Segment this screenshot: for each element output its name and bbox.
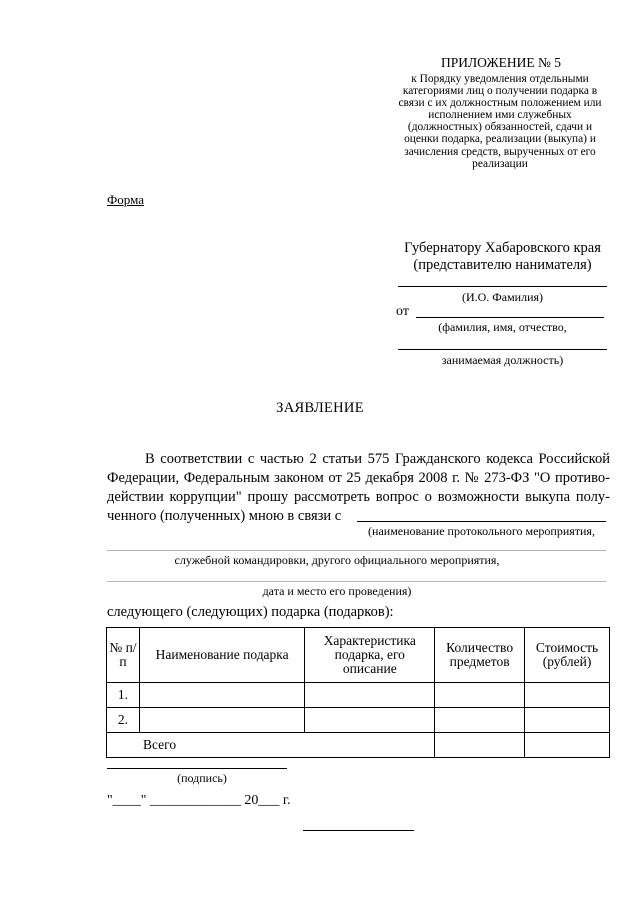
- addressee-block: [395, 240, 610, 274]
- gifts-intro: следующего (следующих) подарка (подарков):: [107, 604, 394, 620]
- signature-caption: (подпись): [177, 771, 227, 785]
- table-cell: [139, 708, 305, 733]
- event-caption: (наименование протокольного мероприятия,: [368, 524, 595, 538]
- table-cell: 1.: [107, 683, 140, 708]
- table-cell: [435, 683, 525, 708]
- column-header: Стоимость (рублей): [525, 628, 610, 683]
- appendix-description: к Порядку уведомления отдельными категориями лиц о получении подарка в связи с их должностным положением или исполнением ими служебных (должностных) обязанностей, сдачи и оценки подарка, реализации (выкупа) и зачисления средств, вырученных от его реализации: [398, 73, 602, 170]
- table-cell: [525, 733, 610, 758]
- gifts-table: [106, 627, 610, 758]
- column-header: Количество предметов: [435, 628, 525, 683]
- statement-text: В соответствии с частью 2 статьи 575 Гражданского кодекса Российской Федерации, Федеральным законом от 25 декабря 2008 г. № 273-ФЗ "О противо-действии коррупции" прошу рассмотреть вопрос о возможности выкупа полу-ченного (полученных) мною в связи с: [107, 451, 610, 524]
- date-line: "____" _____________ 20___ г.: [107, 793, 291, 808]
- column-header: Наименование подарка: [139, 628, 305, 683]
- appendix-number: ПРИЛОЖЕНИЕ № 5: [440, 55, 562, 70]
- table-cell: [435, 733, 525, 758]
- event-fill-line-2: [107, 550, 606, 551]
- document-title: ЗАЯВЛЕНИЕ: [276, 400, 364, 416]
- table-total-row: [107, 733, 610, 758]
- event-caption-3: дата и место его проведения): [262, 584, 412, 598]
- position-caption: занимаемая должность): [441, 353, 564, 367]
- position-fill-line: [398, 349, 607, 350]
- event-fill-line-3: [107, 581, 606, 582]
- table-row: [107, 683, 610, 708]
- table-cell: 2.: [107, 708, 140, 733]
- form-label: Форма: [107, 192, 144, 207]
- table-cell: [525, 683, 610, 708]
- event-caption-2: служебной командировки, другого официального мероприятия,: [174, 553, 500, 567]
- column-header: Характеристика подарка, его описание: [305, 628, 435, 683]
- from-label: от: [396, 304, 409, 319]
- table-row: [107, 708, 610, 733]
- table-cell: [305, 708, 435, 733]
- from-fill-line: [416, 317, 604, 318]
- addressee-line-2: (представителю нанимателя): [413, 257, 592, 273]
- table-cell: [525, 708, 610, 733]
- total-label: Всего: [107, 733, 435, 758]
- fio-caption: (фамилия, имя, отчество,: [438, 320, 567, 334]
- table-cell: [305, 683, 435, 708]
- statement-paragraph: [107, 450, 610, 526]
- addressee-line-1: Губернатору Хабаровского края: [404, 240, 601, 256]
- table-cell: [139, 683, 305, 708]
- bottom-fill-line: [303, 830, 414, 831]
- table-cell: [435, 708, 525, 733]
- event-fill-line: [357, 521, 606, 522]
- column-header: № п/п: [107, 628, 140, 683]
- table-header-row: [107, 628, 610, 683]
- signature-fill-line: [107, 768, 287, 769]
- name-fill-line: [398, 286, 607, 287]
- name-caption: (И.О. Фамилия): [461, 290, 544, 304]
